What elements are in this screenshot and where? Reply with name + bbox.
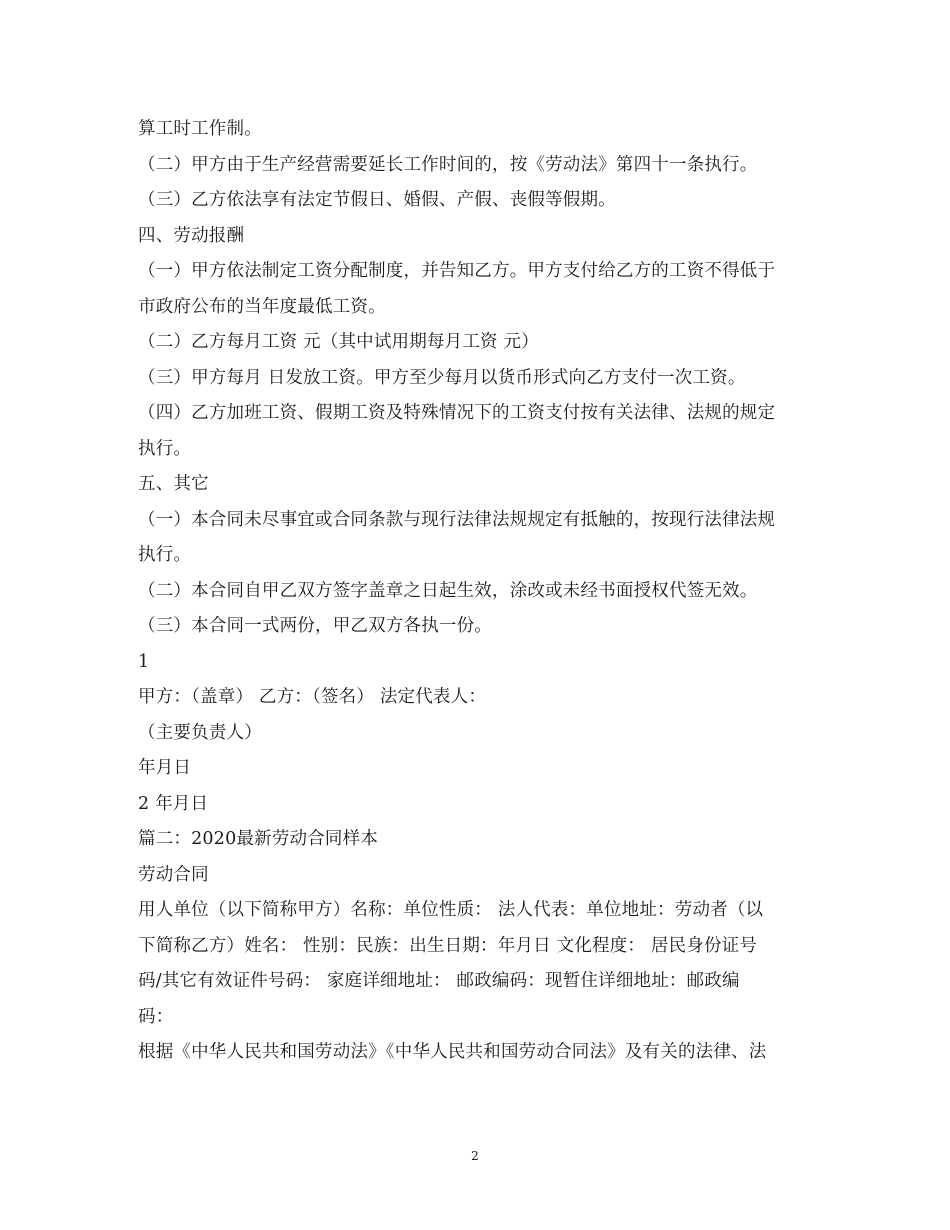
text-line: （三）甲方每月 日发放工资。甲方至少每月以货币形式向乙方支付一次工资。 [138,367,746,388]
text-line: （主要负责人） [138,722,262,743]
text-line: （三）本合同一式两份，甲乙双方各执一份。 [138,616,492,636]
text-line: 根据《中华人民共和国劳动法》《中华人民共和国劳动合同法》及有关的法律、法 [138,1042,767,1062]
text-line: （二）乙方每月工资 元（其中试用期每月工资 元） [138,332,539,352]
text-line: （三）乙方依法享有法定节假日、婚假、产假、丧假等假期。 [138,190,616,210]
document-body [138,112,818,1071]
text-line: （一）甲方依法制定工资分配制度，并告知乙方。甲方支付给乙方的工资不得低于 [138,261,776,281]
document-title: 劳动合同 [138,864,209,885]
text-line: （二）甲方由于生产经营需要延长工作时间的，按《劳动法》第四十一条执行。 [138,154,758,175]
section-heading: 五、其它 [138,474,209,494]
text-line: （一）本合同未尽事宜或合同条款与现行法律法规规定有抵触的，按现行法律法规 [138,509,776,530]
page-number: 2 [471,1149,479,1163]
date-line: 年月日 [138,758,192,778]
text-line: 算工时工作制。 [138,119,262,139]
text-line: 码： [138,1006,174,1027]
signature-line: 甲方：（盖章） 乙方：（签名） 法定代表人： [138,687,487,707]
text-line: （四）乙方加班工资、假期工资及特殊情况下的工资支付按有关法律、法规的规定 [138,403,776,423]
date-line: 2 年月日 [138,793,209,814]
section-title: 篇二：2020最新劳动合同样本 [138,829,379,849]
text-line: 下简称乙方）姓名： 性别：民族：出生日期：年月日 文化程度： 居民身份证号 [138,935,758,956]
section-heading: 四、劳动报酬 [138,225,245,246]
text-line: 执行。 [138,438,192,459]
text-line: 1 [138,651,150,672]
text-line: 用人单位（以下简称甲方）名称：单位性质： 法人代表：单位地址：劳动者（以 [138,900,764,920]
text-line: 市政府公布的当年度最低工资。 [138,296,386,317]
text-line: 执行。 [138,545,192,565]
text-line: 码/其它有效证件号码： 家庭详细地址： 邮政编码：现暂住详细地址：邮政编 [138,971,740,991]
text-line: （二）本合同自甲乙双方签字盖章之日起生效，涂改或未经书面授权代签无效。 [138,580,758,601]
